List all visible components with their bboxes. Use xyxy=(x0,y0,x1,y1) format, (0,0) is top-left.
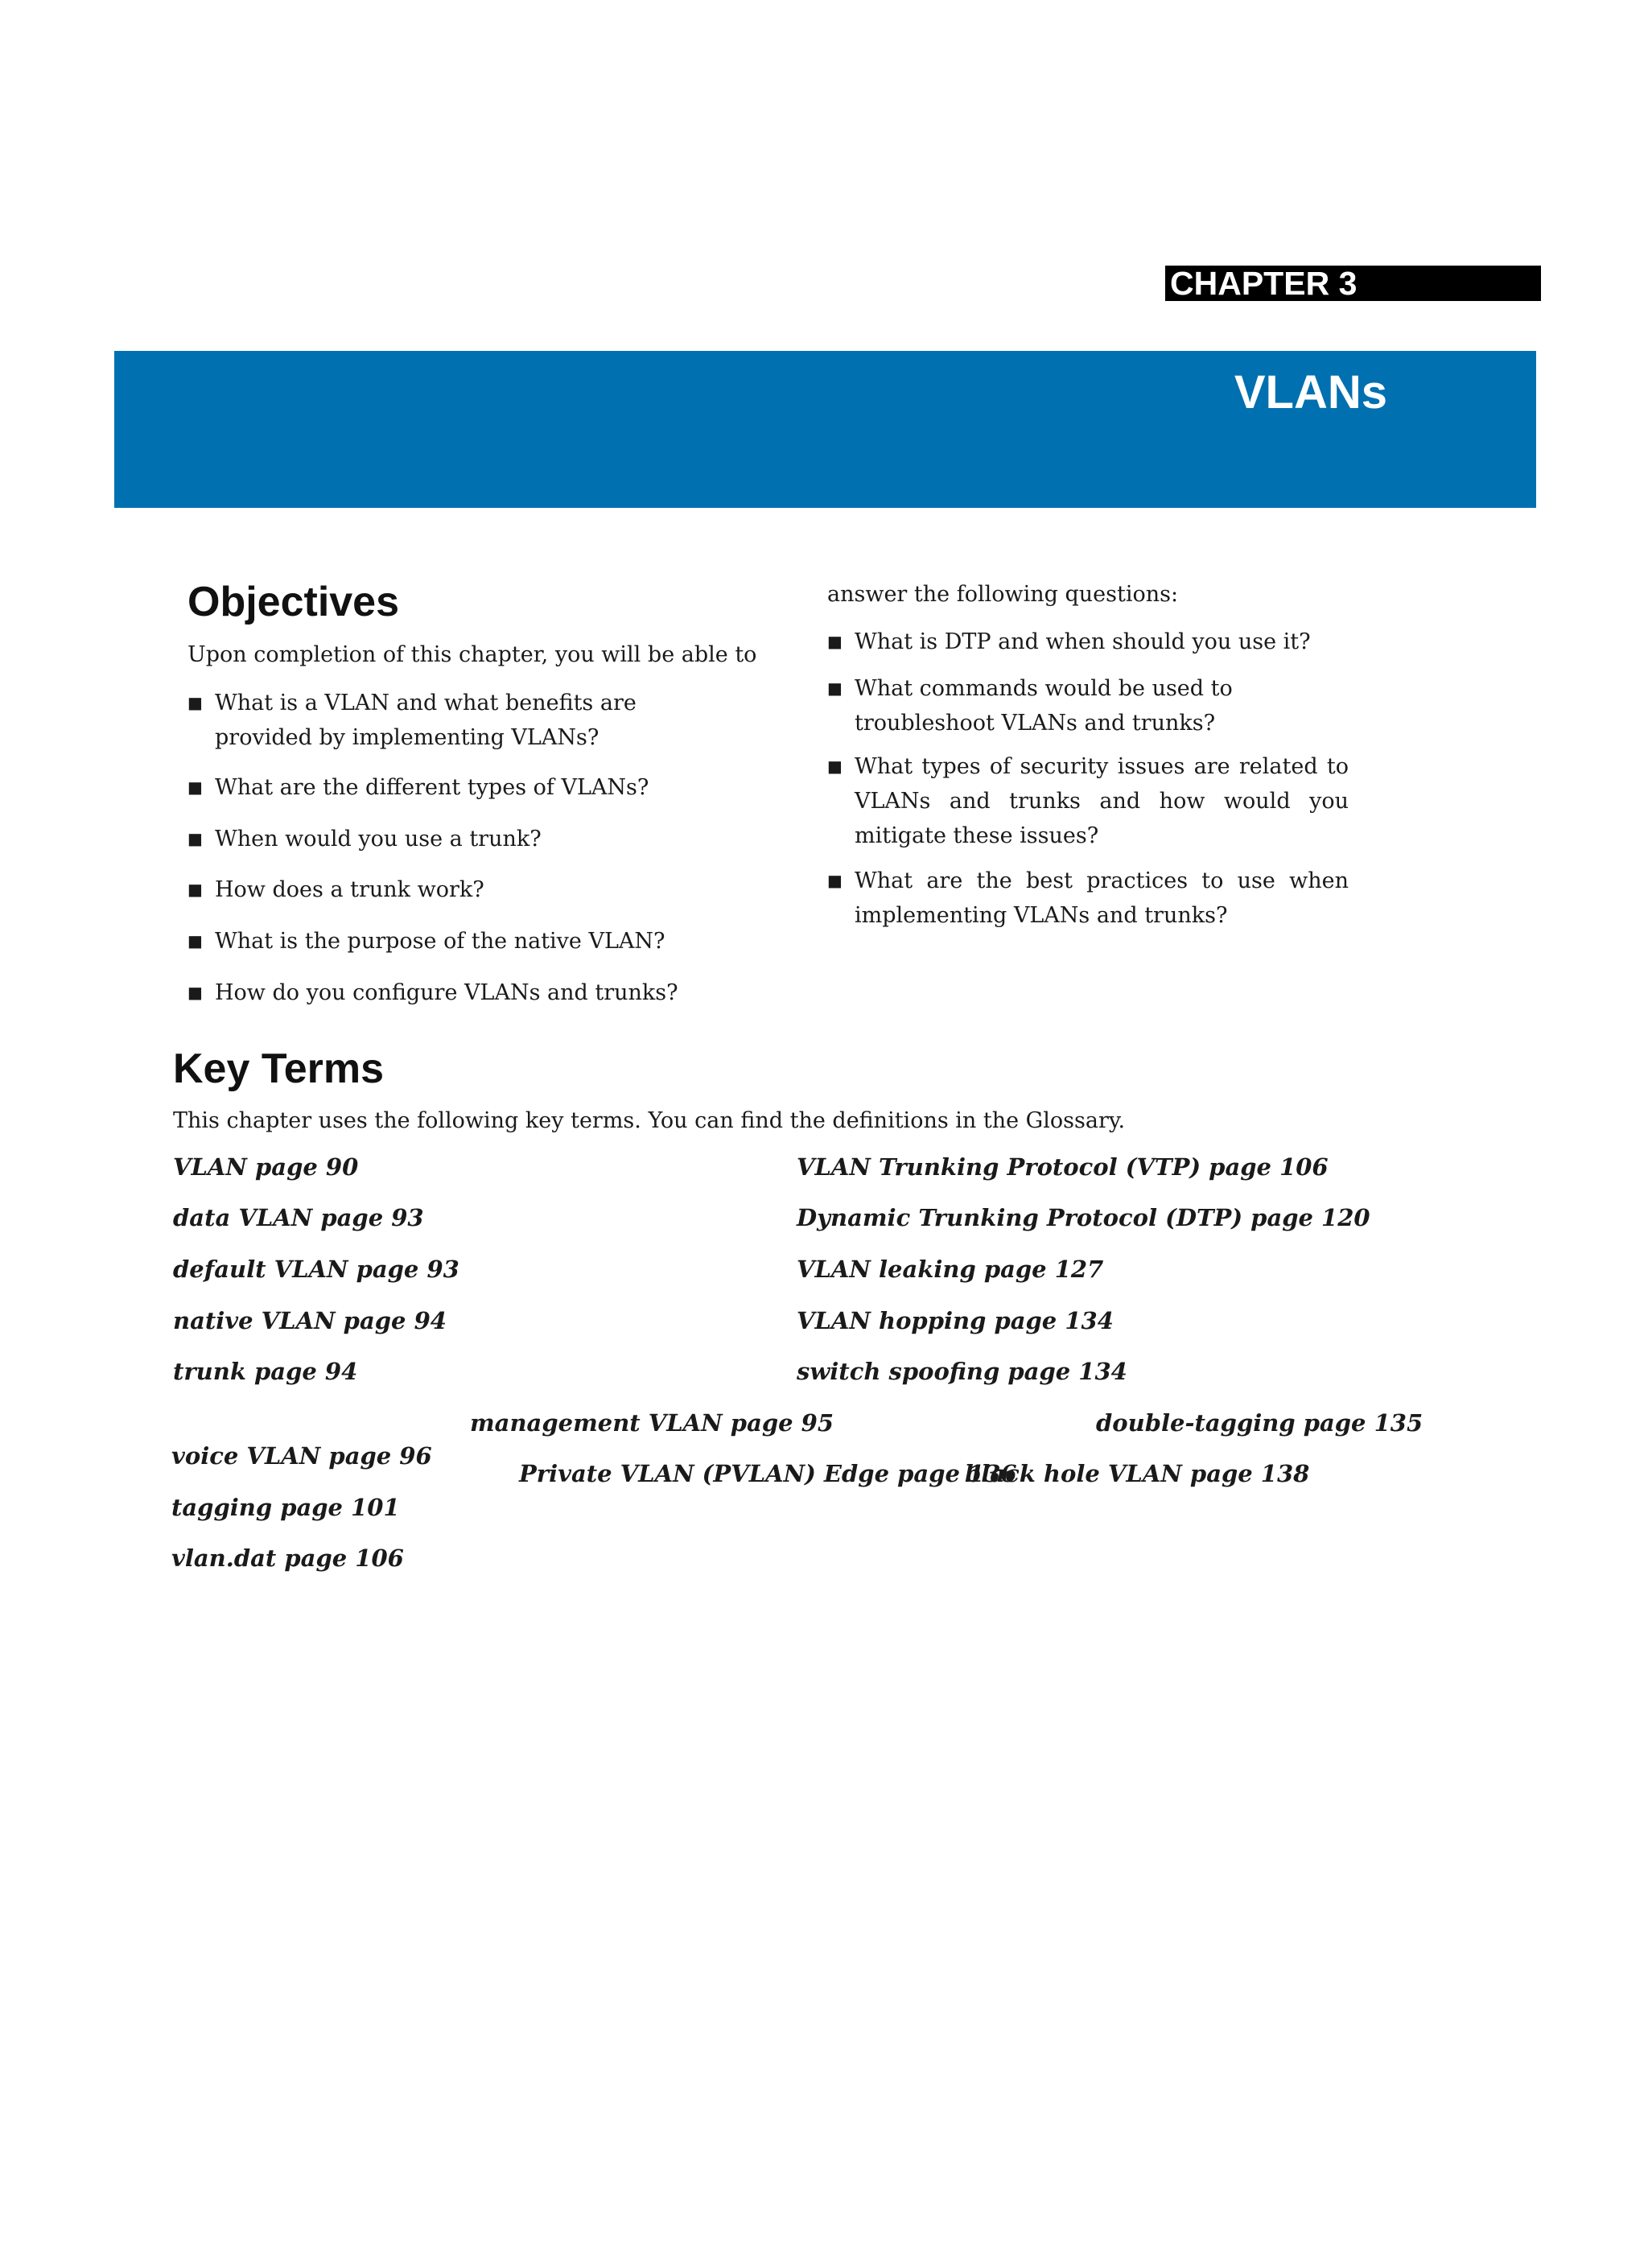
key-term: voice VLAN page 96 xyxy=(171,1442,432,1470)
bullet-square-icon: ■ xyxy=(827,757,843,776)
key-term: VLAN leaking page 127 xyxy=(797,1256,1104,1283)
key-term: switch spoofing page 134 xyxy=(797,1358,1127,1385)
key-term: VLAN Trunking Protocol (VTP) page 106 xyxy=(797,1153,1329,1181)
key-term: VLAN hopping page 134 xyxy=(797,1307,1114,1334)
objectives-intro-continued: answer the following questions: xyxy=(827,582,1179,607)
key-term: Dynamic Trunking Protocol (DTP) page 120 xyxy=(797,1204,1370,1231)
objective-text: What commands would be used to troubleshoot VLANs and trunks? xyxy=(855,676,1233,736)
bullet-square-icon: ■ xyxy=(827,871,843,890)
objective-text: What is DTP and when should you use it? xyxy=(855,629,1311,654)
key-term: default VLAN page 93 xyxy=(173,1256,459,1283)
key-term: black hole VLAN page 138 xyxy=(965,1460,1310,1487)
bullet-square-icon: ■ xyxy=(187,983,203,1002)
objective-text: What are the different types of VLANs? xyxy=(215,775,649,800)
bullet-square-icon: ■ xyxy=(187,931,203,950)
bullet-square-icon: ■ xyxy=(187,829,203,848)
objective-text: When would you use a trunk? xyxy=(215,827,542,852)
objective-text: How do you configure VLANs and trunks? xyxy=(215,980,678,1005)
key-term: native VLAN page 94 xyxy=(173,1307,447,1334)
bullet-square-icon: ■ xyxy=(827,632,843,651)
bullet-square-icon: ■ xyxy=(187,880,203,899)
chapter-title-banner xyxy=(114,351,1536,508)
key-term: vlan.dat page 106 xyxy=(171,1544,404,1572)
chapter-label: CHAPTER 3 xyxy=(1165,266,1541,301)
objective-text: How does a trunk work? xyxy=(215,877,484,902)
key-terms-intro: This chapter uses the following key terms. You can find the definitions in the Glossary. xyxy=(173,1108,1126,1133)
key-term: data VLAN page 93 xyxy=(173,1204,424,1231)
objective-text: What is a VLAN and what benefits are provided by implementing VLANs? xyxy=(215,691,637,750)
bullet-square-icon: ■ xyxy=(187,777,203,797)
key-term: Private VLAN (PVLAN) Edge page 136 xyxy=(519,1460,1017,1487)
bullet-square-icon: ■ xyxy=(827,678,843,698)
key-term: double-tagging page 135 xyxy=(1096,1409,1423,1437)
key-term: VLAN page 90 xyxy=(173,1153,359,1181)
objective-text: What types of security issues are related to VLANs and trunks and how would you mitigate these issues? xyxy=(855,754,1349,848)
objective-text: What are the best practices to use when implementing VLANs and trunks? xyxy=(855,868,1349,928)
key-term: tagging page 101 xyxy=(171,1494,400,1521)
objectives-heading: Objectives xyxy=(187,579,400,625)
key-terms-heading: Key Terms xyxy=(173,1045,385,1092)
objectives-intro: Upon completion of this chapter, you will be able to xyxy=(187,642,757,667)
objective-text: What is the purpose of the native VLAN? xyxy=(215,929,665,954)
bullet-square-icon: ■ xyxy=(187,693,203,712)
chapter-title: VLANs xyxy=(1234,366,1387,419)
key-term: management VLAN page 95 xyxy=(470,1409,834,1437)
key-term: trunk page 94 xyxy=(173,1358,358,1385)
